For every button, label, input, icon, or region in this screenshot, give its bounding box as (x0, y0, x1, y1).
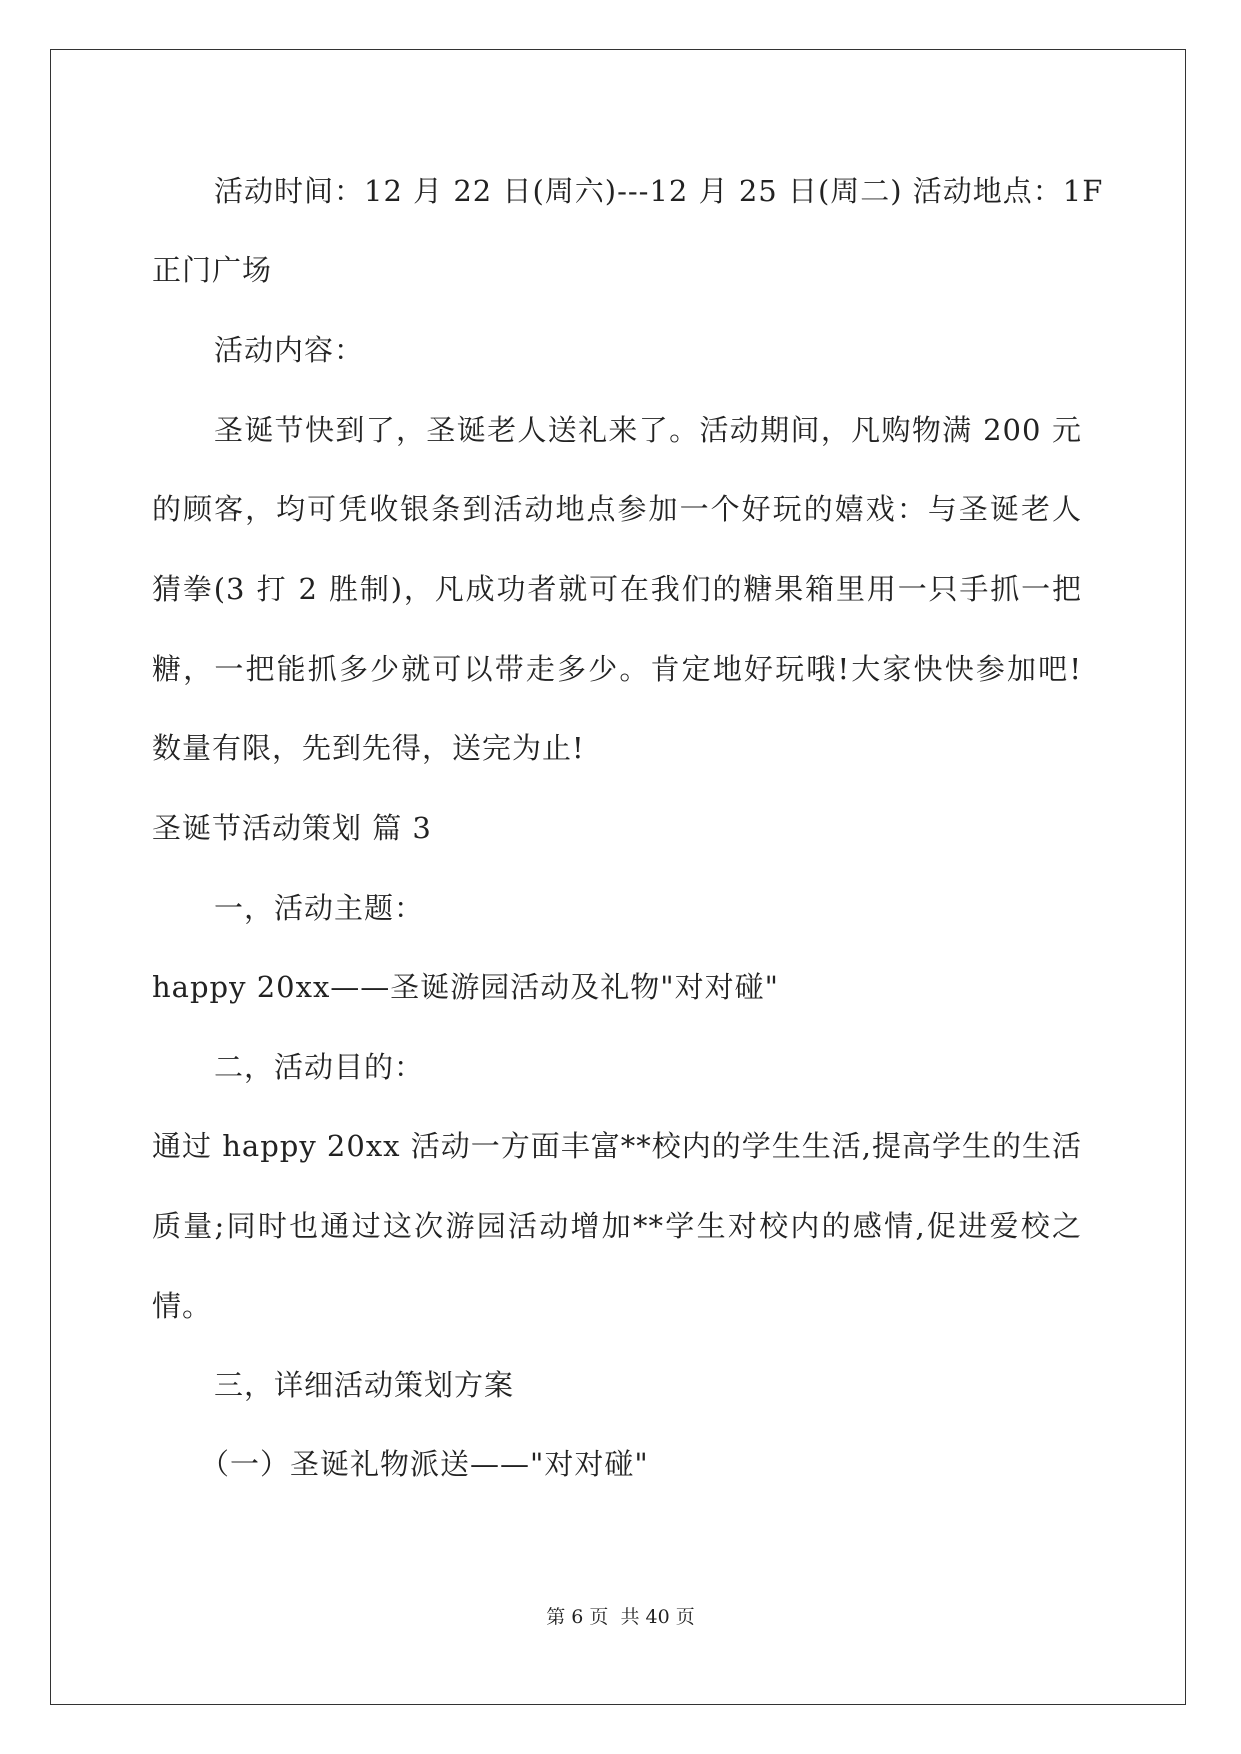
heading-plan: 三，详细活动策划方案 (214, 1368, 515, 1402)
text-line-paragraph: 的顾客，均可凭收银条到活动地点参加一个好玩的嬉戏：与圣诞老人 (152, 492, 1082, 526)
heading-purpose: 二，活动目的： (214, 1050, 425, 1084)
text-line-paragraph: 圣诞节快到了，圣诞老人送礼来了。活动期间，凡购物满 200 元 (214, 413, 1082, 447)
text-line-paragraph: 糖，一把能抓多少就可以带走多少。肯定地好玩哦!大家快快参加吧! (152, 652, 1082, 686)
section-title: 圣诞节活动策划 篇 3 (152, 811, 432, 845)
text-line-purpose: 质量;同时也通过这次游园活动增加**学生对校内的感情,促进爱校之 (152, 1209, 1082, 1243)
text-line-paragraph: 猜拳(3 打 2 胜制)，凡成功者就可在我们的糖果箱里用一只手抓一把 (152, 572, 1082, 606)
text-line-location: 正门广场 (152, 253, 273, 287)
subheading-gift: （一）圣诞礼物派送——"对对碰" (200, 1447, 649, 1481)
text-line-purpose: 情。 (152, 1289, 213, 1323)
heading-theme: 一，活动主题： (214, 891, 425, 925)
text-line-theme: happy 20xx——圣诞游园活动及礼物"对对碰" (152, 970, 779, 1004)
page-footer (0, 1602, 1241, 1629)
page-number: 第 6 页 (546, 1606, 609, 1628)
page-total: 共 40 页 (620, 1606, 695, 1628)
text-line-purpose: 通过 happy 20xx 活动一方面丰富**校内的学生生活,提高学生的生活 (152, 1129, 1082, 1163)
text-line-content-heading: 活动内容： (214, 333, 365, 367)
text-line-activity-time: 活动时间：12 月 22 日(周六)---12 月 25 日(周二) 活动地点：1F (214, 174, 1104, 208)
text-line-paragraph: 数量有限，先到先得，送完为止! (152, 731, 585, 765)
